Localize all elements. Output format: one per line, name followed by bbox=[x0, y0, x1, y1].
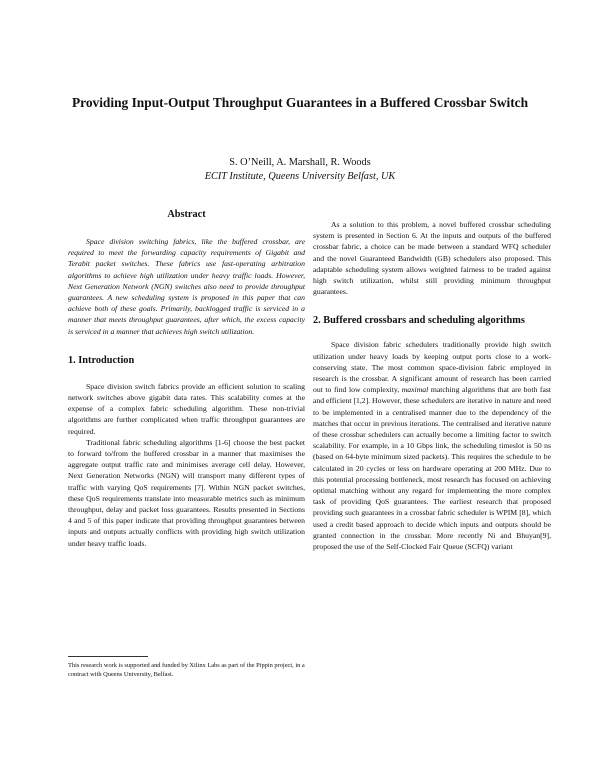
abstract-heading: Abstract bbox=[167, 209, 206, 220]
section-2-paragraph bbox=[313, 339, 551, 552]
section-1-heading: 1. Introduction bbox=[68, 354, 135, 366]
section-2-text-a: Space division fabric schedulers traditionally provide high switch utilization under heavy loads by keeping output ports close to a work-conserving state. The most common space-division fabric employed in research is the crossbar. A significant amount of research has been carried out to find low complexity, bbox=[313, 340, 551, 395]
section-2-heading: 2. Buffered crossbars and scheduling algorithms bbox=[313, 315, 525, 327]
abstract-text: Space division switching fabrics, like the buffered crossbar, are required to meet the forwarding capacity requirements of Gigabit and Terabit packet switches. These fabrics use fast-operating arbitration algorithms to achieve high utilization under heavy traffic loads. However, Next Generation Network (NGN) switches also need to provide throughput guarantees. A new scheduling system is proposed in this paper that can achieve both of these goals. Primarily, backlogged traffic is serviced in a manner that meets throughput guarantees, after which, the excess capacity is serviced in a manner that achieves high switch utilization. bbox=[68, 237, 305, 336]
right-paragraph-1: As a solution to this problem, a novel buffered crossbar scheduling system is presented in Section 6. At the inputs and outputs of the buffered crossbar fabric, a choice can be made between a standard WFQ scheduler and the novel Guaranteed Bandwidth (GB) schedulers also proposed. This adaptable scheduling system allows weighted fairness to be traded against high switch utilization, whilst still providing minimum throughput guarantees. bbox=[313, 220, 551, 297]
footnote: This research work is supported and funded by Xilinx Labs as part of the Pippin project, in a contract with Queens University, Belfast. bbox=[68, 662, 305, 678]
paper-authors: S. O’Neill, A. Marshall, R. Woods bbox=[229, 157, 371, 168]
intro-paragraph-2: Traditional fabric scheduling algorithms [1-6] choose the best packet to forward to/from the buffered crossbar in a manner that maximises the aggregate output traffic rate and minimises average cell delay. However, Next Generation Networks (NGN) will transport many different types of traffic with varying QoS requirements [7]. Within NGN packet switches, these QoS requirements translate into measurable metrics such as minimum throughput, delay and packet loss guarantees. Results presented in Sections 4 and 5 of this paper indicate that providing throughput guarantees between inputs and outputs actually conflicts with providing high switch utilization under heavy traffic loads. bbox=[68, 437, 305, 548]
paper-affiliation: ECIT Institute, Queens University Belfast, UK bbox=[204, 171, 396, 182]
left-column bbox=[68, 208, 305, 549]
section-2-text-b: matching algorithms that are both fast and efficient [1,2]. However, these schedulers are iterative in nature and need to be implemented in a centralised manner due to the dependency of the matches that occur in previous iterations. The centralised and iterative nature of these crossbar schedulers can actually become a limiting factor to switch scalability. For example, in a 10 Gbps link, the scheduling timeslot is 50 ns (based on 64-byte minimum sized packets). This requires the schedule to be calculated in 20 cycles or less on hardware operating at 200 MHz. Due to this potential processing bottleneck, most research has focused on achieving optimal matching without any regard for implementing the more complex task of providing QoS guarantees. The earliest research that proposed providing such guarantees in a crossbar fabric scheduler is WPIM [8], which used a credit based approach to decide which inputs and outputs should be granted connection in the crossbar. More recently Ni and Bhuyan[9], proposed the use of the Self-Clocked Fair Queue (SCFQ) variant bbox=[313, 385, 552, 552]
paper-title: Providing Input-Output Throughput Guarantees in a Buffered Crossbar Switch bbox=[71, 95, 529, 110]
footnote-rule bbox=[68, 656, 148, 657]
section-2-emphasis: maximal bbox=[401, 385, 429, 395]
intro-paragraph-1: Space division switch fabrics provide an efficient solution to scaling network switches above gigabit data rates. This scalability comes at the expense of a complex fabric scheduling algorithm. These non-trivial algorithms are further complicated when traffic throughput guarantees are required. bbox=[68, 381, 305, 436]
right-column bbox=[313, 219, 551, 552]
